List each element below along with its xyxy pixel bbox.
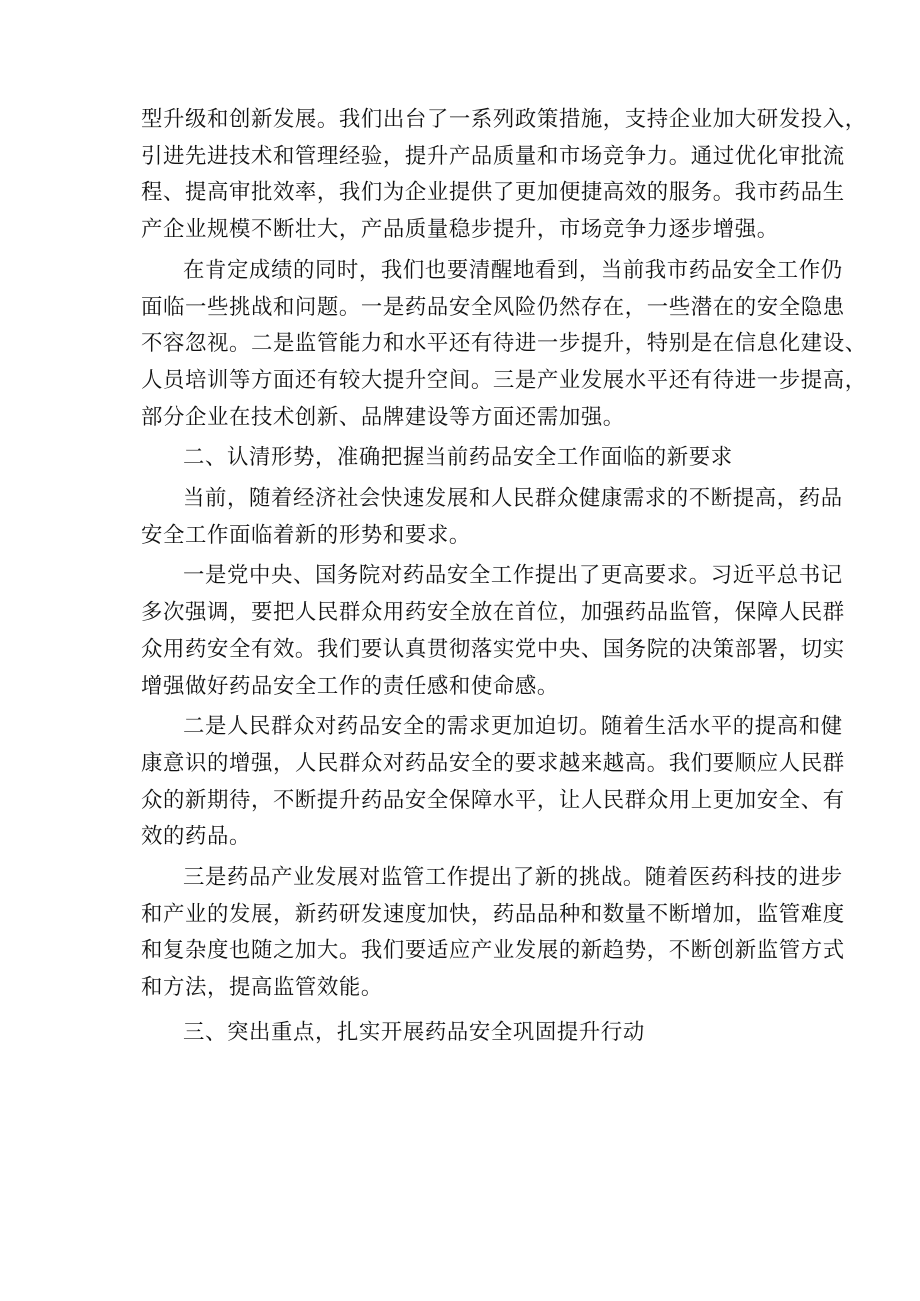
paragraph-public-demand	[141, 709, 845, 856]
text-line: 众的新期待，不断提升药品安全保障水平，让人民群众用上更加安全、有	[141, 787, 845, 813]
text-line: 型升级和创新发展。我们出台了一系列政策措施，支持企业加大研发投入，	[141, 107, 867, 132]
text-line: 产企业规模不断壮大，产品质量稳步提升，市场竞争力逐步增强。	[141, 217, 779, 243]
text-line: 在肯定成绩的同时，我们也要清醒地看到，当前我市药品安全工作仍	[183, 257, 843, 283]
text-line: 人员培训等方面还有较大提升空间。三是产业发展水平还有待进一步提高，	[141, 367, 867, 393]
text-line: 不容忽视。二是监管能力和水平还有待进一步提升，特别是在信息化建设、	[141, 331, 867, 357]
text-line: 部分企业在技术创新、品牌建设等方面还需加强。	[141, 404, 625, 430]
paragraph-new-situation	[141, 481, 843, 554]
text-line: 效的药品。	[141, 824, 251, 850]
paragraph-central-requirements	[141, 558, 845, 705]
text-line: 和方法，提高监管效能。	[141, 975, 383, 1001]
section-heading-2: 二、认清形势，准确把握当前药品安全工作面临的新要求	[183, 445, 733, 471]
text-line: 康意识的增强，人民群众对药品安全的要求越来越高。我们要顺应人民群	[141, 750, 845, 776]
paragraph-challenges	[141, 253, 867, 437]
text-line: 引进先进技术和管理经验，提升产品质量和市场竞争力。通过优化审批流	[141, 143, 845, 169]
text-line: 和产业的发展，新药研发速度加快，药品品种和数量不断增加，监管难度	[141, 901, 845, 927]
text-line: 程、提高审批效率，我们为企业提供了更加便捷高效的服务。我市药品生	[141, 180, 845, 206]
text-line: 面临一些挑战和问题。一是药品安全风险仍然存在，一些潜在的安全隐患	[141, 294, 845, 320]
text-line: 三是药品产业发展对监管工作提出了新的挑战。随着医药科技的进步	[183, 865, 843, 891]
paragraph-policy-support	[141, 102, 867, 249]
text-line: 众用药安全有效。我们要认真贯彻落实党中央、国务院的决策部署，切实	[141, 636, 845, 662]
text-line: 二是人民群众对药品安全的需求更加迫切。随着生活水平的提高和健	[183, 714, 843, 740]
document-page	[141, 102, 867, 1052]
text-line: 当前，随着经济社会快速发展和人民群众健康需求的不断提高，药品	[183, 486, 843, 512]
text-line: 和复杂度也随之加大。我们要适应产业发展的新趋势，不断创新监管方式	[141, 938, 845, 964]
text-line: 增强做好药品安全工作的责任感和使命感。	[141, 673, 559, 699]
text-line: 一是党中央、国务院对药品安全工作提出了更高要求。习近平总书记	[183, 563, 843, 589]
text-line: 多次强调，要把人民群众用药安全放在首位，加强药品监管，保障人民群	[141, 600, 845, 626]
section-heading-3: 三、突出重点，扎实开展药品安全巩固提升行动	[183, 1019, 645, 1045]
text-line: 安全工作面临着新的形势和要求。	[141, 522, 471, 548]
paragraph-industry-challenge	[141, 860, 845, 1007]
